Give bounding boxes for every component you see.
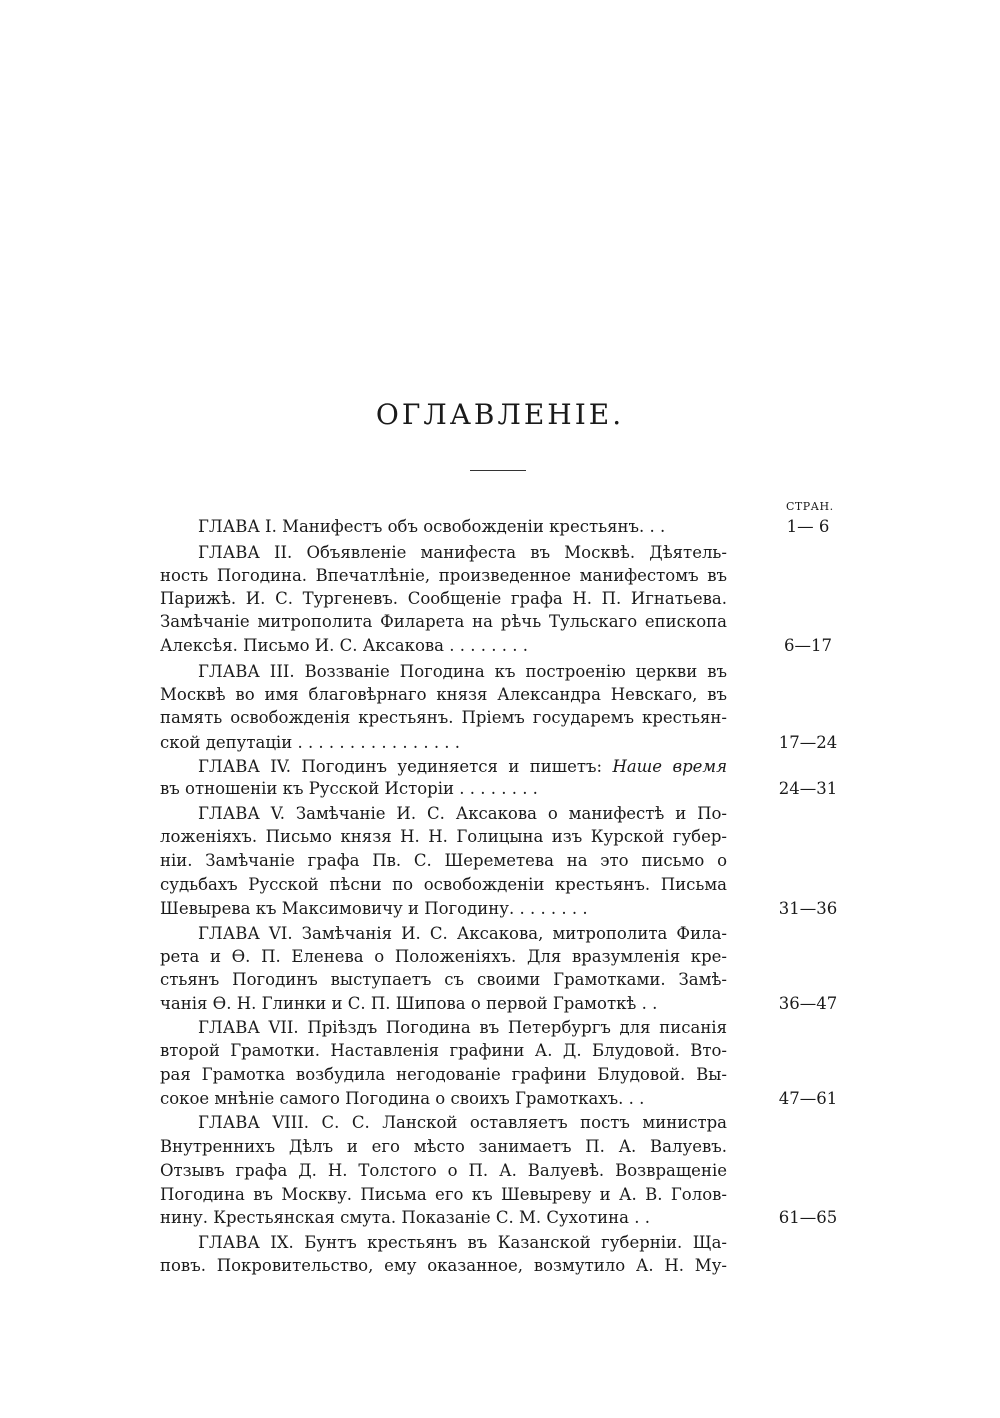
page-range: 31—36 — [778, 899, 838, 918]
toc-line: повъ. Покровительство, ему оказанное, возмутило А. Н. Му- — [160, 1256, 727, 1275]
page-title: ОГЛАВЛЕНІЕ. — [375, 398, 625, 431]
page-range: 61—65 — [778, 1208, 838, 1227]
page-range: 47—61 — [778, 1089, 838, 1108]
toc-line: Погодина въ Москву. Письма его къ Шевыреву и А. В. Голов- — [160, 1185, 727, 1204]
toc-line — [160, 777, 727, 801]
toc-line: ГЛАВА IX. Бунтъ крестьянъ въ Казанской губерніи. Щa- — [198, 1233, 727, 1252]
toc-line: второй Грамотки. Наставленія графини А. Д. Блудовой. Вто- — [160, 1041, 727, 1060]
page-range: 36—47 — [778, 994, 838, 1013]
page-range: 17—24 — [778, 733, 838, 752]
toc-line: ГЛАВА VIII. С. С. Ланской оставляетъ постъ министра — [198, 1113, 727, 1132]
toc-line: ГЛАВА IV. Погодинъ уединяется и пишетъ: Наше время — [198, 757, 727, 776]
toc-line: Алексѣя. Письмо И. С. Аксакова . . . . . . . . — [160, 636, 528, 655]
toc-line: Москвѣ во имя благовѣрнаго князя Александра Невскаго, въ — [160, 685, 727, 704]
toc-line-text: въ отношеніи къ Русской Исторіи . . . . . . . . — [160, 779, 538, 798]
toc-line: рета и Ѳ. П. Еленева о Положеніяхъ. Для вразумленія кре- — [160, 947, 727, 966]
toc-line: Внутреннихъ Дѣлъ и его мѣсто занимаетъ П. А. Валуевъ. — [160, 1137, 727, 1156]
toc-line: судьбахъ Русской пѣсни по освобожденіи крестьянъ. Письма — [160, 875, 727, 894]
toc-line: Отзывъ графа Д. Н. Толстого о П. А. Валуевѣ. Возвращеніе — [160, 1161, 727, 1180]
pages-column-heading: СТРАН. — [786, 500, 834, 513]
toc-line: Шевырева къ Максимовичу и Погодину. . . . . . . . — [160, 899, 588, 918]
toc-line: ской депутаціи . . . . . . . . . . . . . . . . — [160, 733, 461, 752]
toc-line-italic: Наше время — [612, 757, 727, 776]
page-range: 1— 6 — [786, 517, 830, 536]
toc-line: ГЛАВА III. Воззваніе Погодина къ построенію церкви въ — [198, 662, 727, 681]
toc-line: ГЛАВА I. Манифестъ объ освобожденіи крестьянъ. . . — [198, 517, 666, 536]
toc-line: нину. Крестьянская смута. Показаніе С. М. Сухотина . . — [160, 1208, 650, 1227]
page-range: 6—17 — [784, 636, 832, 655]
toc-line: ГЛАВА VII. Пріѣздъ Погодина въ Петербургъ для писанія — [198, 1018, 727, 1037]
toc-line: ложеніяхъ. Письмо князя Н. Н. Голицына изъ Курской губер- — [160, 827, 727, 846]
toc-line: ГЛАВА V. Замѣчаніе И. С. Аксакова о манифестѣ и По- — [198, 804, 727, 823]
toc-line: сокое мнѣніе самого Погодина о своихъ Грамоткахъ. . . — [160, 1089, 645, 1108]
toc-line: ГЛАВА II. Объявленіе манифеста въ Москвѣ. Дѣятель- — [198, 543, 727, 562]
toc-line: память освобожденія крестьянъ. Пріемъ государемъ крестьян- — [160, 708, 727, 727]
toc-line: ность Погодина. Впечатлѣніе, произведенное манифестомъ въ — [160, 566, 727, 585]
toc-line: ніи. Замѣчаніе графа Пв. С. Шереметева на это письмо о — [160, 851, 727, 870]
toc-line: Замѣчаніе митрополита Филарета на рѣчь Тульскаго епископа — [160, 612, 727, 631]
toc-line: чанія Ѳ. Н. Глинки и С. П. Шипова о первой Грамоткѣ . . — [160, 994, 658, 1013]
toc-line: рая Грамотка возбудила негодованіе графини Блудовой. Вы- — [160, 1065, 727, 1084]
toc-line: Парижѣ. И. С. Тургеневъ. Сообщеніе графа Н. П. Игнатьева. — [160, 589, 727, 608]
toc-line: стьянъ Погодинъ выступаетъ съ своими Грамотками. Замѣ- — [160, 970, 727, 989]
page-range: 24—31 — [778, 779, 838, 798]
toc-line: ГЛАВА VI. Замѣчанія И. С. Аксакова, митрополита Фила- — [198, 924, 727, 943]
